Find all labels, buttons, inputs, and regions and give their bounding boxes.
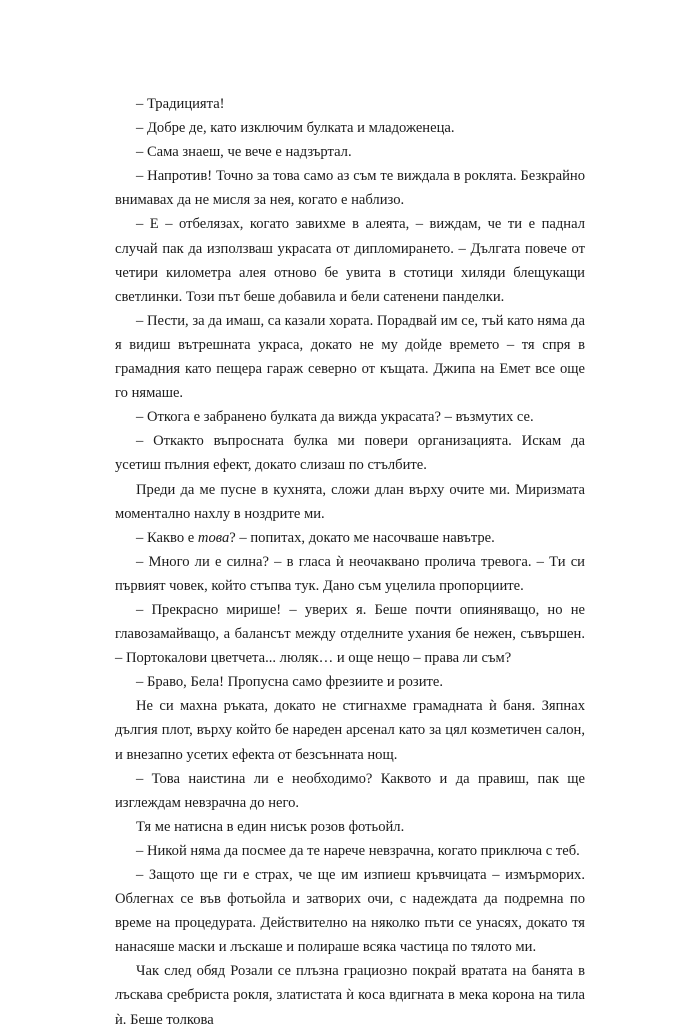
paragraph-text: ? – попитах, докато ме насочваше навътре. [229, 529, 495, 546]
paragraph: – Е – отбелязах, когато завихме в алеята, – виждам, че ти е паднал случай пак да използваш украсата от дипломирането. – Дългата повече от четири километра алея отново бе увита в стотици хиляди блещукащи светлинки. Този път беше добавила и бели сатенени панделки. [115, 216, 585, 305]
body-text [115, 92, 585, 1032]
paragraph: Чак след обяд Розали се плъзна грациозно покрай вратата на банята в лъскава сребриста рокля, златистата ѝ коса вдигната в мека корона на тила ѝ. Беше толкова [115, 963, 585, 1028]
paragraph [115, 526, 585, 550]
paragraph: – Откога е забранено булката да вижда украсата? – възмутих се. [136, 409, 534, 426]
paragraph: – Добре де, като изключим булката и младоженеца. [136, 120, 455, 137]
paragraph: Тя ме натисна в един нисък розов фотьойл. [136, 818, 405, 835]
paragraph: – Пести, за да имаш, са казали хората. Порадвай им се, тъй като няма да я видиш вътрешната украса, докато не му дойде времето – тя спря в грамадния като пещера гараж северно от къщата. Джипа на Емет все още го нямаше. [115, 312, 585, 402]
paragraph: – Защото ще ги е страх, че ще им изпиеш кръвчицата – измърморих. Облегнах се във фотьойла и затворих очи, с надеждата да подремна по време на процедурата. Действително на няколко пъти се унасях, докато тя нанасяше маски и лъскаше и полираше всяка частица по тялото ми. [115, 867, 585, 956]
paragraph: – Откакто въпросната булка ми повери организацията. Искам да усетиш пълния ефект, докато слизаш по стълбите. [115, 433, 585, 474]
paragraph: – Това наистина ли е необходимо? Каквото и да правиш, пак ще изглеждам невзрачна до него. [115, 770, 585, 811]
paragraph-text: – Какво е [136, 529, 198, 546]
paragraph: – Традицията! [136, 96, 225, 112]
paragraph: – Много ли е силна? – в гласа ѝ неочаквано пролича тревога. – Ти си първият човек, който стъпва тук. Дано съм уцелила пропорциите. [115, 553, 585, 594]
paragraph: Не си махна ръката, докато не стигнахме грамадната ѝ баня. Зяпнах дългия плот, върху който бе нареден арсенал като за цял козметичен салон, и внезапно усетих ефекта от безсънната нощ. [115, 698, 585, 763]
paragraph: – Прекрасно мирише! – уверих я. Беше почти опияняващо, но не главозамайващо, а балансът между отделните ухания бе нежен, съвършен. – Портокалови цветчета... люляк… и още нещо – права ли съм? [115, 601, 585, 667]
paragraph: – Напротив! Точно за това само аз съм те виждала в роклята. Безкрайно внимавах да не мисля за нея, когато е наблизо. [115, 168, 585, 209]
paragraph: Преди да ме пусне в кухнята, сложи длан върху очите ми. Миризмата моментално нахлу в ноздрите ми. [115, 481, 585, 522]
emphasis-text: това [197, 529, 230, 546]
paragraph: – Никой няма да посмее да те нарече невзрачна, когато приключа с теб. [136, 842, 580, 859]
paragraph: – Браво, Бела! Пропусна само фрезиите и розите. [136, 674, 444, 691]
paragraph: – Сама знаеш, че вече е надзъртал. [136, 144, 352, 161]
